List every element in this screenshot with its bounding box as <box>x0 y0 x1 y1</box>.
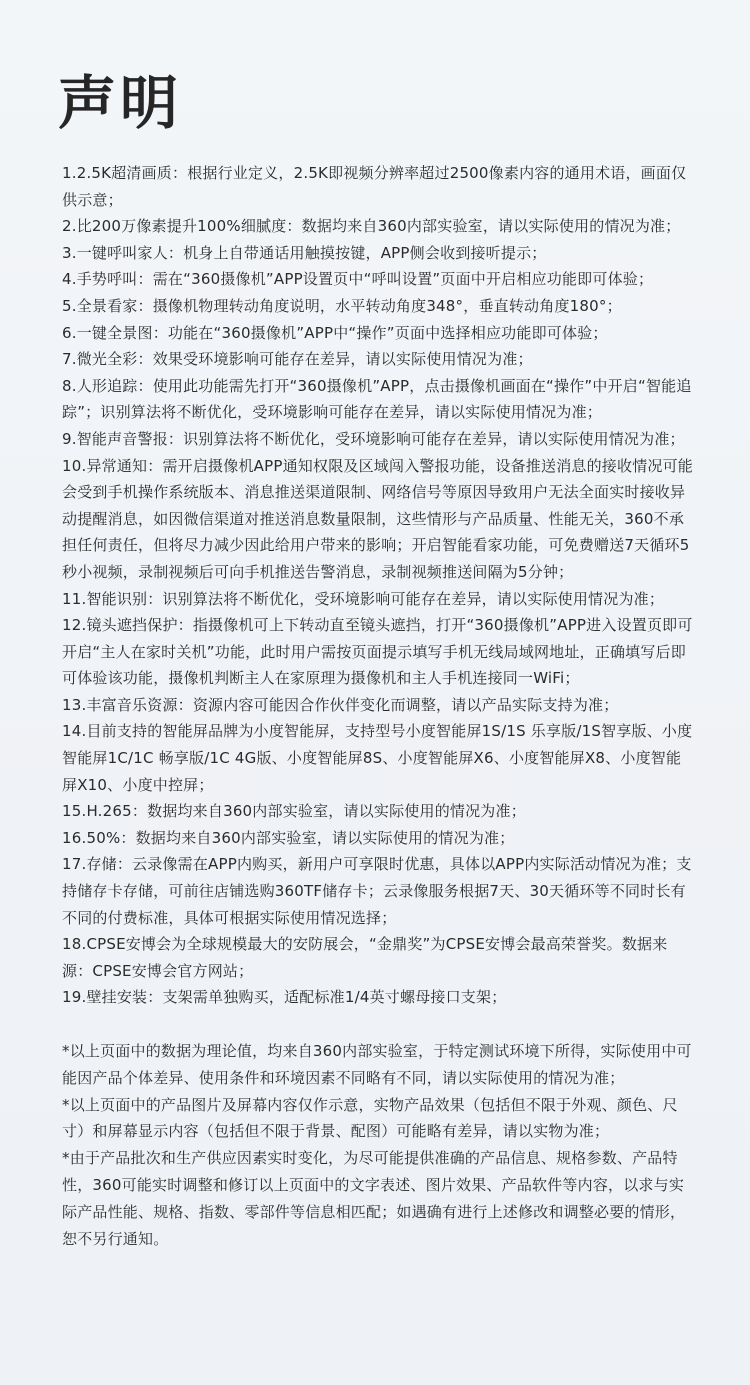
footnote: *以上页面中的产品图片及屏幕内容仅作示意，实物产品效果（包括但不限于外观、颜色、尺寸）和屏幕显示内容（包括但不限于背景、配图）可能略有差异，请以实物为准； <box>62 1095 678 1141</box>
statement-item: 4.手势呼叫：需在“360摄像机”APP设置页中“呼叫设置”页面中开启相应功能即可体验； <box>62 270 654 289</box>
statement-item: 16.50%：数据均来自360内部实验室，请以实际使用的情况为准； <box>62 828 515 847</box>
statement-item: 18.CPSE安博会为全球规模最大的安防展会，“金鼎奖”为CPSE安博会最高荣誉奖。数据来源：CPSE安博会官方网站； <box>62 935 668 980</box>
footnote: *以上页面中的数据为理论值，均来自360内部实验室，于特定测试环境下所得，实际使用中可能因产品个体差异、使用条件和环境因素不同略有不同，请以实际使用的情况为准； <box>62 1042 692 1087</box>
statement-item: 14.目前支持的智能屏品牌为小度智能屏，支持型号小度智能屏1S/1S 乐享版/1S智享版、小度智能屏1C/1C 畅享版/1C 4G版、小度智能屏8S、小度智能屏X6、小度智能屏X8、小度智能屏X10、小度中控屏； <box>62 722 693 794</box>
statement-item: 17.存储：云录像需在APP内购买，新用户可享限时优惠，具体以APP内实际活动情况为准；支持储存卡存储，可前往店铺选购360TF储存卡；云录像服务根据7天、30天循环等不同时长有不同的付费标准，具体可根据实际使用情况选择； <box>62 855 692 927</box>
statement-item: 5.全景看家：摄像机物理转动角度说明，水平转动角度348°，垂直转动角度180°； <box>62 296 622 315</box>
statement-item: 11.智能识别：识别算法将不断优化，受环境影响可能存在差异，请以实际使用情况为准； <box>62 589 665 608</box>
statement-item: 7.微光全彩：效果受环境影响可能存在差异，请以实际使用情况为准； <box>62 350 533 369</box>
statement-item: 1.2.5K超清画质：根据行业定义，2.5K即视频分辨率超过2500像素内容的通用术语，画面仅供示意； <box>62 164 687 209</box>
footnote: *由于产品批次和生产供应因素实时变化，为尽可能提供准确的产品信息、规格参数、产品特性，360可能实时调整和修订以上页面中的文字表述、图片效果、产品软件等内容，以求与实际产品性能、规格、指数、零部件等信息相匹配；如遇确有进行上述修改和调整必要的情形，恕不另行通知。 <box>62 1149 686 1248</box>
footnotes <box>62 1038 694 1252</box>
statement-item: 10.异常通知：需开启摄像机APP通知权限及区域闯入警报功能，设备推送消息的接收情况可能会受到手机操作系统版本、消息推送渠道限制、网络信号等原因导致用户无法全面实时接收异动提醒消息，如因微信渠道对推送消息数量限制，这些情形与产品质量、性能无关，360不承担任何责任，但将尽力减少因此给用户带来的影响；开启智能看家功能，可免费赠送7天循环5秒小视频，录制视频后可向手机推送告警消息，录制视频推送间隔为5分钟； <box>62 456 694 581</box>
statement-item: 3.一键呼叫家人：机身上自带通话用触摸按键，APP侧会收到接听提示； <box>62 243 547 262</box>
statement-item: 9.智能声音警报：识别算法将不断优化，受环境影响可能存在差异，请以实际使用情况为准； <box>62 429 685 448</box>
statement-list <box>62 160 694 1011</box>
statement-item: 6.一键全景图：功能在“360摄像机”APP中“操作”页面中选择相应功能即可体验； <box>62 323 608 342</box>
statement-item: 12.镜头遮挡保护：指摄像机可上下转动直至镜头遮挡，打开“360摄像机”APP进入设置页即可开启“主人在家时关机”功能，此时用户需按页面提示填写手机无线局域网地址，正确填写后即可体验该功能，摄像机判断主人在家原理为摄像机和主人手机连接同一WiFi； <box>62 616 693 688</box>
statement-item: 19.壁挂安装：支架需单独购买，适配标准1/4英寸螺母接口支架； <box>62 988 507 1007</box>
statement-item: 8.人形追踪：使用此功能需先打开“360摄像机”APP，点击摄像机画面在“操作”中开启“智能追踪”；识别算法将不断优化，受环境影响可能存在差异，请以实际使用情况为准； <box>62 376 692 422</box>
statement-item: 2.比200万像素提升100%细腻度：数据均来自360内部实验室，请以实际使用的情况为准； <box>62 217 681 236</box>
statement-item: 15.H.265：数据均来自360内部实验室，请以实际使用的情况为准； <box>62 802 526 821</box>
statement-item: 13.丰富音乐资源：资源内容可能因合作伙伴变化而调整，请以产品实际支持为准； <box>62 695 619 714</box>
page-title: 声明 <box>58 69 183 137</box>
